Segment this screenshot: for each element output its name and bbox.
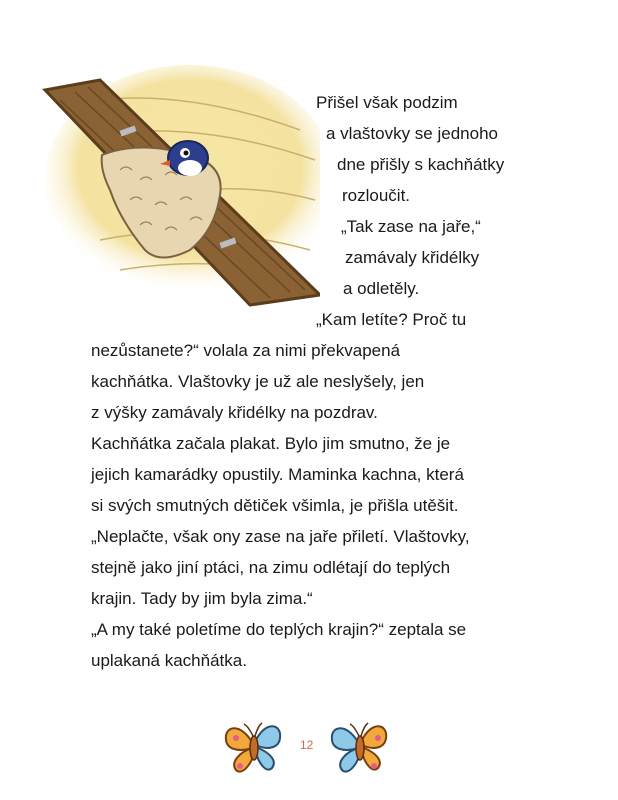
story-line: stejně jako jiní ptáci, na zimu odlétají do teplých [91,558,451,577]
story-line: „Kam letíte? Proč tu [316,310,467,329]
story-line: „Tak zase na jaře,“ [341,217,481,236]
story-line: uplakaná kachňátka. [91,651,247,670]
story-line: rozloučit. [342,186,411,205]
story-line: Kachňátka začala plakat. Bylo jim smutno, že je [91,434,451,453]
swallow-nest-illustration [40,60,320,310]
butterfly-right-icon [328,718,392,776]
story-line: „Neplačte, však ony zase na jaře přiletí. Vlaštovky, [91,527,470,546]
story-line: Přišel však podzim [316,93,458,112]
story-line: a odletěly. [343,279,420,298]
story-line: kachňátka. Vlaštovky je už ale neslyšely, jen [91,372,425,391]
butterfly-left-icon [222,718,286,776]
story-line: jejich kamarádky opustily. Maminka kachna, která [91,465,464,484]
page-number: 12 [300,738,314,752]
story-line: nezůstanete?“ volala za nimi překvapená [91,341,401,360]
story-line: „A my také poletíme do teplých krajin?“ zeptala se [91,620,467,639]
story-line: si svých smutných dětiček všimla, je přišla utěšit. [91,496,459,515]
story-line: krajin. Tady by jim byla zima.“ [91,589,313,608]
story-line: dne přišly s kachňátky [337,155,505,174]
story-line: z výšky zamávaly křidélky na pozdrav. [91,403,378,422]
story-line: a vlaštovky se jednoho [326,124,498,143]
story-line: zamávaly křidélky [345,248,480,267]
